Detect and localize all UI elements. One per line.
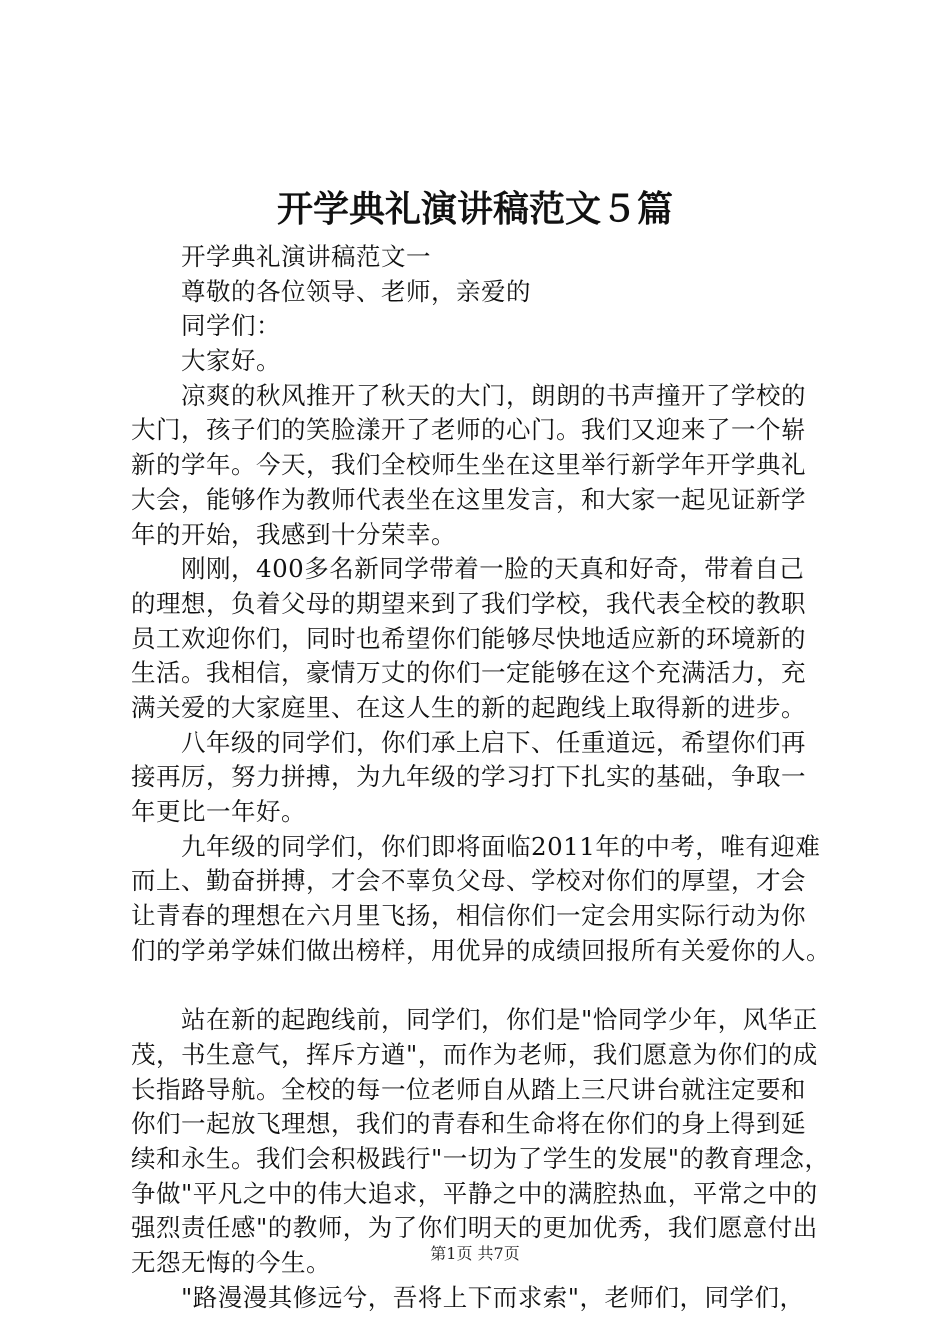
text-line: 大门，孩子们的笑脸漾开了老师的心门。我们又迎来了一个崭 <box>131 415 806 445</box>
document-title: 开学典礼演讲稿范文５篇 <box>276 188 673 230</box>
text-line: 年更比一年好。 <box>131 797 306 826</box>
text-line: 八年级的同学们，你们承上启下、任重道远，希望你们再 <box>181 727 806 757</box>
text-line: 凉爽的秋风推开了秋天的大门，朗朗的书声撞开了学校的 <box>181 380 806 410</box>
text-line: 让青春的理想在六月里飞扬，相信你们一定会用实际行动为你 <box>131 901 806 931</box>
page-footer: 第1页 共7页 <box>430 1244 520 1263</box>
text-line: 尊敬的各位领导、老师，亲爱的 <box>181 276 531 306</box>
text-line: 生活。我相信，豪情万丈的你们一定能够在这个充满活力，充 <box>131 658 806 688</box>
text-line: "路漫漫其修远兮，吾将上下而求索"，老师们，同学们， <box>181 1282 805 1312</box>
text-line: 的理想，负着父母的期望来到了我们学校，我代表全校的教职 <box>131 588 806 618</box>
text-line: 续和永生。我们会积极践行"一切为了学生的发展"的教育理念， <box>131 1143 830 1173</box>
text-line: 开学典礼演讲稿范文一 <box>181 242 431 271</box>
text-line: 茂，书生意气，挥斥方遒"，而作为老师，我们愿意为你们的成 <box>131 1039 818 1069</box>
text-line: 年的开始，我感到十分荣幸。 <box>131 519 456 549</box>
text-line: 强烈责任感"的教师，为了你们明天的更加优秀，我们愿意付出 <box>131 1213 818 1243</box>
text-line: 大会，能够作为教师代表坐在这里发言，和大家一起见证新学 <box>131 484 806 514</box>
text-line: 九年级的同学们，你们即将面临2011年的中考，唯有迎难 <box>181 831 821 861</box>
text-line: 长指路导航。全校的每一位老师自从踏上三尺讲台就注定要和 <box>131 1074 806 1104</box>
text-line: 新的学年。今天，我们全校师生坐在这里举行新学年开学典礼 <box>131 450 806 480</box>
text-line: 你们一起放飞理想，我们的青春和生命将在你们的身上得到延 <box>131 1109 806 1139</box>
text-line: 刚刚，400多名新同学带着一脸的天真和好奇，带着自己 <box>181 554 805 584</box>
text-line: 而上、勤奋拼搏，才会不辜负父母、学校对你们的厚望，才会 <box>131 866 806 896</box>
text-line: 争做"平凡之中的伟大追求，平静之中的满腔热血，平常之中的 <box>131 1178 818 1208</box>
blank-line <box>131 968 831 1003</box>
text-line: 无怨无悔的今生。 <box>131 1247 331 1277</box>
text-line: 接再厉，努力拼搏，为九年级的学习打下扎实的基础，争取一 <box>131 762 806 792</box>
text-line: 同学们： <box>181 311 281 341</box>
text-line: 们的学弟学妹们做出榜样，用优异的成绩回报所有关爱你的人。 <box>131 935 831 965</box>
text-line: 大家好。 <box>181 346 281 376</box>
text-line: 满关爱的大家庭里、在这人生的新的起跑线上取得新的进步。 <box>131 692 806 722</box>
text-line: 站在新的起跑线前，同学们，你们是"恰同学少年，风华正 <box>181 1005 818 1035</box>
document-body <box>131 240 831 1315</box>
text-line: 员工欢迎你们，同时也希望你们能够尽快地适应新的环境新的 <box>131 623 806 653</box>
